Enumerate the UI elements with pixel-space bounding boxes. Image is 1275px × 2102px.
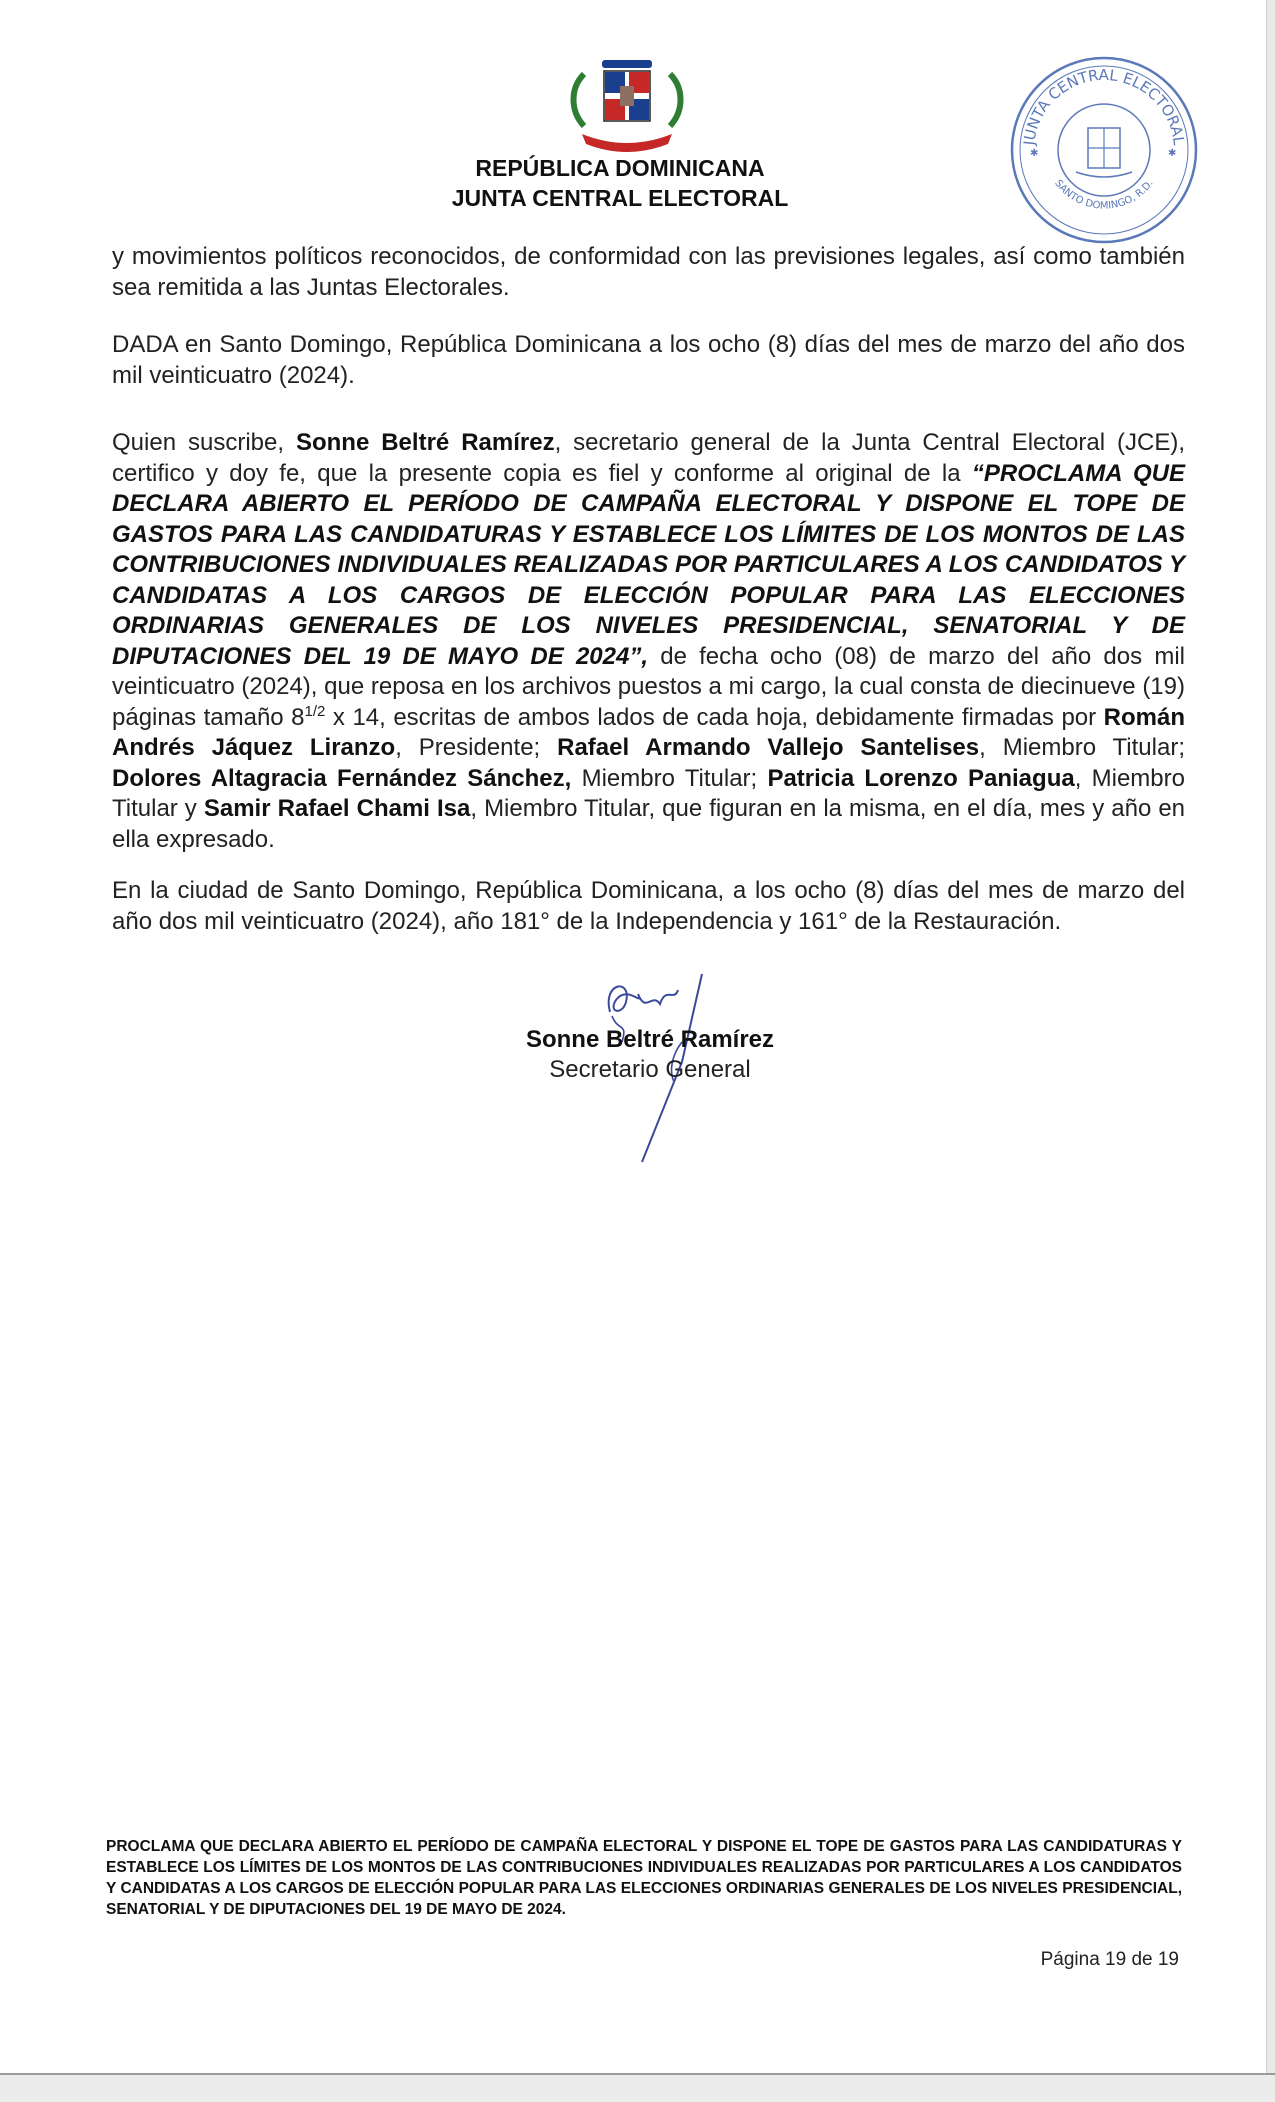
signatory-name: Sonne Beltré Ramírez	[525, 1026, 775, 1053]
member-name: Patricia Lorenzo Paniagua	[767, 764, 1075, 792]
paragraph-place-date: En la ciudad de Santo Domingo, República Dominicana, a los ocho (8) días del mes de marzo del año dos mil veinticuatro (2024), año 181° de la Independencia y 161° de la Restauración.	[112, 877, 1185, 935]
header-institution: JUNTA CENTRAL ELECTORAL	[451, 185, 789, 211]
coat-of-arms-icon	[562, 56, 692, 156]
svg-text:✱: ✱	[1168, 148, 1177, 159]
member-name: Dolores Altagracia Fernández Sánchez,	[112, 764, 572, 792]
page-number: Página 19 de 19	[1040, 1949, 1179, 1970]
member-name: Román Andrés Jáquez Liranzo	[112, 703, 1186, 761]
header-country: REPÚBLICA DOMINICANA	[475, 155, 765, 181]
paragraph-dada: DADA en Santo Domingo, República Dominicana a los ocho (8) días del mes de marzo del año dos mil veinticuatro (2024).	[112, 331, 1185, 389]
paragraph-certification: Quien suscribe, Sonne Beltré Ramírez, secretario general de la Junta Central Electoral (JCE), certifico y doy fe, que la presente copia es fiel y conforme al original de la “PROCLAMA QUE DECLARA ABIERTO EL PERÍODO DE CAMPAÑA ELECTORAL Y DISPONE EL TOPE DE GASTOS PARA LAS CANDIDATURAS Y ESTABLECE LOS LÍMITES DE LOS MONTOS DE LAS CONTRIBUCIONES INDIVIDUALES REALIZADAS POR PARTICULARES A LOS CANDIDATOS Y CANDIDATAS A LOS CARGOS DE ELECCIÓN POPULAR PARA LAS ELECCIONES ORDINARIAS GENERALES DE LOS NIVELES PRESIDENCIAL, SENATORIAL Y DE DIPUTACIONES DEL 19 DE MAYO DE 2024”, de fecha ocho (08) de marzo del año dos mil veinticuatro (2024), que reposa en los archivos puestos a mi cargo, la cual consta de diecinueve (19) páginas tamaño $8^{1/2}$ x 14, escritas de ambos lados de cada hoja, debidamente firmadas por Román Andrés Jáquez Liranzo, Presidente; Rafael Armando Vallejo Santelises, Miembro Titular; Dolores Altagracia Fernández Sánchez, Miembro Titular; Patricia Lorenzo Paniagua, Miembro Titular y Samir Rafael Chami Isa, Miembro Titular, que figuran en la misma, en el día, mes y año en ella expresado.	[112, 429, 1186, 853]
secretary-name: Sonne Beltré Ramírez	[295, 429, 555, 456]
svg-text:✱: ✱	[1030, 148, 1039, 159]
page-edge	[1266, 0, 1275, 2100]
official-seal-icon	[1006, 52, 1202, 248]
page-bottom-edge	[0, 2073, 1275, 2102]
proclama-title: “PROCLAMA QUE DECLARA ABIERTO EL PERÍODO DE CAMPAÑA ELECTORAL Y DISPONE EL TOPE DE GASTOS PARA LAS CANDIDATURAS Y ESTABLECE LOS LÍMITES DE LOS MONTOS DE LAS CONTRIBUCIONES INDIVIDUALES REALIZADAS POR PARTICULARES A LOS CANDIDATOS Y CANDIDATAS A LOS CARGOS DE ELECCIÓN POPULAR PARA LAS ELECCIONES ORDINARIAS GENERALES DE LOS NIVELES PRESIDENCIAL, SENATORIAL Y DE DIPUTACIONES DEL 19 DE MAYO DE 2024”,	[112, 459, 1185, 670]
footer-document-title: PROCLAMA QUE DECLARA ABIERTO EL PERÍODO DE CAMPAÑA ELECTORAL Y DISPONE EL TOPE DE GASTOS PARA LAS CANDIDATURAS Y ESTABLECE LOS LÍMITES DE LOS MONTOS DE LAS CONTRIBUCIONES INDIVIDUALES REALIZADAS POR PARTICULARES A LOS CANDIDATOS Y CANDIDATAS A LOS CARGOS DE ELECCIÓN POPULAR PARA LAS ELECCIONES ORDINARIAS GENERALES DE LOS NIVELES PRESIDENCIAL, SENATORIAL Y DE DIPUTACIONES DEL 19 DE MAYO DE 2024.	[106, 1838, 1182, 1918]
member-name: Rafael Armando Vallejo Santelises	[557, 734, 980, 761]
svg-text:SANTO DOMINGO, R.D.: SANTO DOMINGO, R.D.	[1052, 178, 1156, 212]
paragraph-closing-clause: y movimientos políticos reconocidos, de conformidad con las previsiones legales, así como también sea remitida a las Juntas Electorales.	[112, 243, 1185, 301]
svg-text:JUNTA CENTRAL ELECTORAL: JUNTA CENTRAL ELECTORAL	[1020, 65, 1188, 147]
member-name: Samir Rafael Chami Isa	[203, 795, 471, 822]
signatory-title: Secretario General	[549, 1056, 751, 1083]
